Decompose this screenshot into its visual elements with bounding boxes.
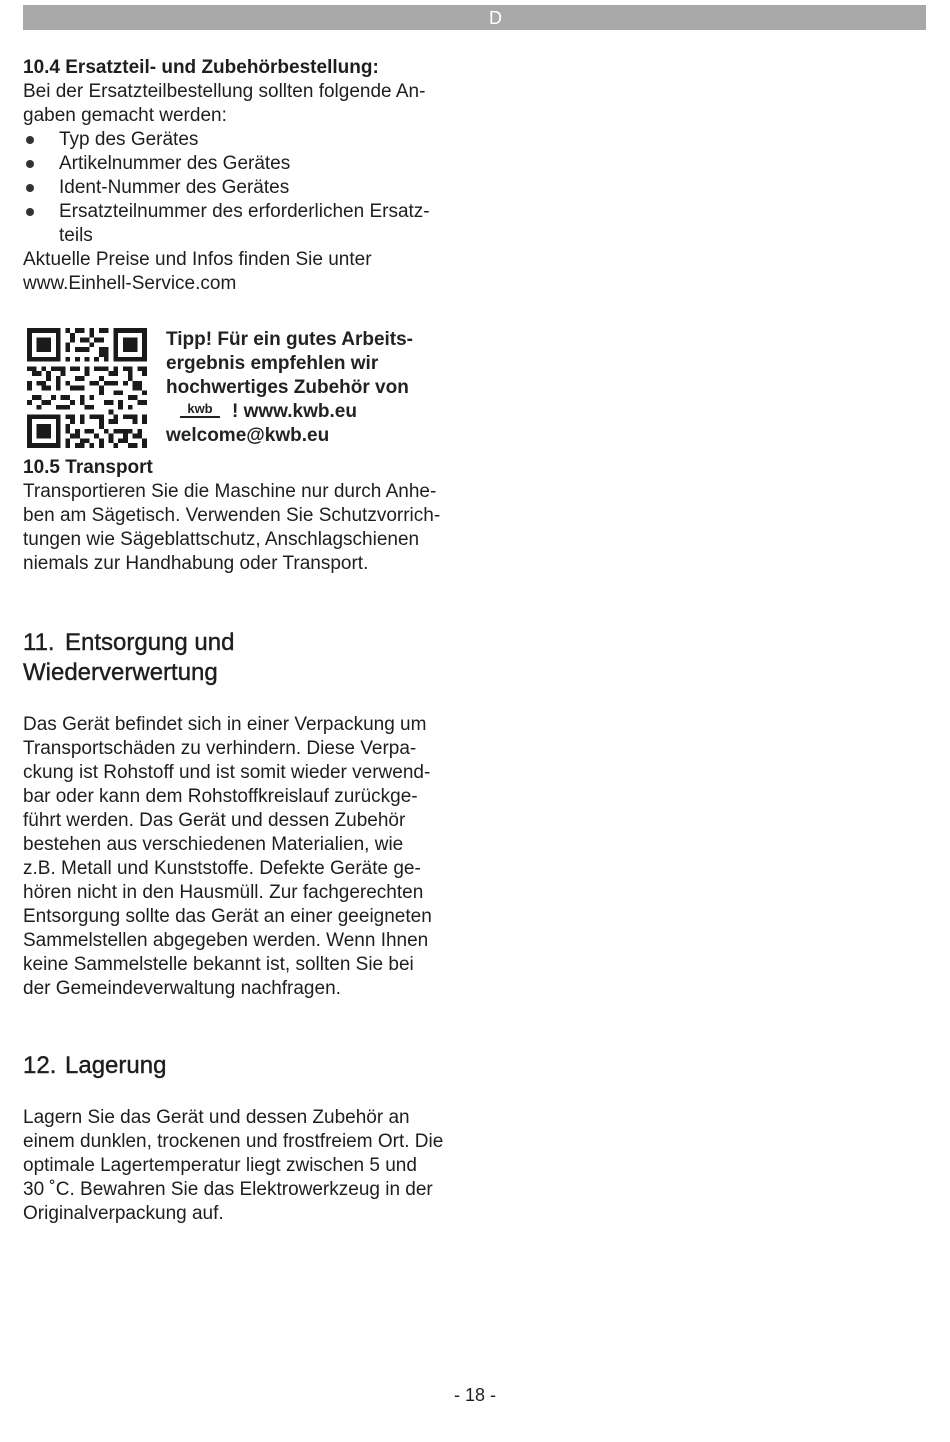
page-number: - 18 - bbox=[454, 1385, 497, 1405]
list-item-text: Ersatzteilnummer des erforderlichen Ersatz- bbox=[59, 201, 430, 222]
paragraph-line: ckung ist Rohstoff und ist somit wieder verwend- bbox=[23, 762, 431, 783]
bullet-icon bbox=[26, 184, 34, 192]
paragraph-line: optimale Lagertemperatur liegt zwischen 5 und bbox=[23, 1155, 417, 1176]
accessory-tip bbox=[23, 328, 463, 456]
qr-code-icon[interactable] bbox=[27, 328, 147, 448]
language-label: D bbox=[489, 8, 502, 28]
header-bar bbox=[23, 5, 926, 30]
list-item-text-continued: teils bbox=[59, 225, 93, 246]
paragraph-line: tungen wie Sägeblattschutz, Anschlagschienen bbox=[23, 529, 420, 550]
paragraph-line: Transportieren Sie die Maschine nur durch Anhe- bbox=[23, 481, 437, 502]
section-10-5-heading: 10.5 Transport bbox=[23, 457, 153, 478]
section-title: Lagerung bbox=[65, 1052, 167, 1079]
paragraph-line: der Gemeindeverwaltung nachfragen. bbox=[23, 978, 341, 999]
paragraph-line: niemals zur Handhabung oder Transport. bbox=[23, 553, 369, 574]
paragraph-line: Das Gerät befindet sich in einer Verpackung um bbox=[23, 714, 427, 735]
svg-text:kwb: kwb bbox=[187, 401, 213, 416]
bullet-icon bbox=[26, 136, 34, 144]
section-12-body bbox=[23, 1106, 463, 1226]
list-item-text: Typ des Gerätes bbox=[59, 129, 199, 150]
service-url[interactable]: www.Einhell-Service.com bbox=[23, 273, 237, 294]
paragraph-line: hören nicht in den Hausmüll. Zur fachgerechten bbox=[23, 882, 424, 903]
tip-link-line bbox=[166, 400, 466, 424]
list-item bbox=[23, 176, 463, 200]
section-title: Entsorgung und bbox=[65, 629, 235, 656]
tip-line: Tipp! Für ein gutes Arbeits- bbox=[166, 329, 414, 350]
paragraph-line: ben am Sägetisch. Verwenden Sie Schutzvorrich- bbox=[23, 505, 441, 526]
bullet-icon bbox=[26, 160, 34, 168]
list-item-text: Artikelnummer des Gerätes bbox=[59, 153, 291, 174]
kwb-website-link[interactable]: ! www.kwb.eu bbox=[232, 401, 357, 422]
paragraph-line: Entsorgung sollte das Gerät an einer geeigneten bbox=[23, 906, 432, 927]
section-number: 11. bbox=[23, 629, 55, 656]
list-item bbox=[23, 200, 463, 248]
paragraph-line: Bei der Ersatzteilbestellung sollten folgende An- bbox=[23, 81, 426, 102]
paragraph-line: gaben gemacht werden: bbox=[23, 105, 227, 126]
paragraph-line: Lagern Sie das Gerät und dessen Zubehör an bbox=[23, 1107, 410, 1128]
section-10-4-heading: 10.4 Ersatzteil- und Zubehörbestellung: bbox=[23, 57, 379, 78]
paragraph-line: Aktuelle Preise und Infos finden Sie unter bbox=[23, 249, 372, 270]
paragraph-line: Sammelstellen abgegeben werden. Wenn Ihnen bbox=[23, 930, 429, 951]
paragraph-line: bestehen aus verschiedenen Materialien, wie bbox=[23, 834, 404, 855]
list-item bbox=[23, 128, 463, 152]
section-12-heading bbox=[23, 1051, 463, 1081]
section-11-heading bbox=[23, 628, 463, 658]
list-item bbox=[23, 152, 463, 176]
paragraph-line: Originalverpackung auf. bbox=[23, 1203, 224, 1224]
paragraph-line: einem dunklen, trockenen und frostfreiem Ort. Die bbox=[23, 1131, 444, 1152]
content-column bbox=[23, 56, 463, 1226]
paragraph-line: z.B. Metall und Kunststoffe. Defekte Geräte ge- bbox=[23, 858, 421, 879]
section-11-heading-continued: Wiederverwertung bbox=[23, 659, 218, 686]
paragraph-line: keine Sammelstelle bekannt ist, sollten Sie bei bbox=[23, 954, 414, 975]
kwb-email-link[interactable]: welcome@kwb.eu bbox=[166, 425, 330, 446]
bullet-icon bbox=[26, 208, 34, 216]
kwb-logo bbox=[176, 401, 224, 421]
tip-line: ergebnis empfehlen wir bbox=[166, 353, 379, 374]
section-11-body bbox=[23, 713, 463, 1001]
paragraph-line: Transportschäden zu verhindern. Diese Verpa- bbox=[23, 738, 417, 759]
paragraph-line: bar oder kann dem Rohstoffkreislauf zurückge- bbox=[23, 786, 418, 807]
tip-text bbox=[166, 328, 466, 448]
paragraph-line: 30 ˚C. Bewahren Sie das Elektrowerkzeug in der bbox=[23, 1179, 433, 1200]
paragraph-line: führt werden. Das Gerät und dessen Zubehör bbox=[23, 810, 406, 831]
section-number: 12. bbox=[23, 1052, 57, 1079]
list-item-text: Ident-Nummer des Gerätes bbox=[59, 177, 290, 198]
tip-line: hochwertiges Zubehör von bbox=[166, 377, 409, 398]
spare-part-info-list bbox=[23, 128, 463, 248]
